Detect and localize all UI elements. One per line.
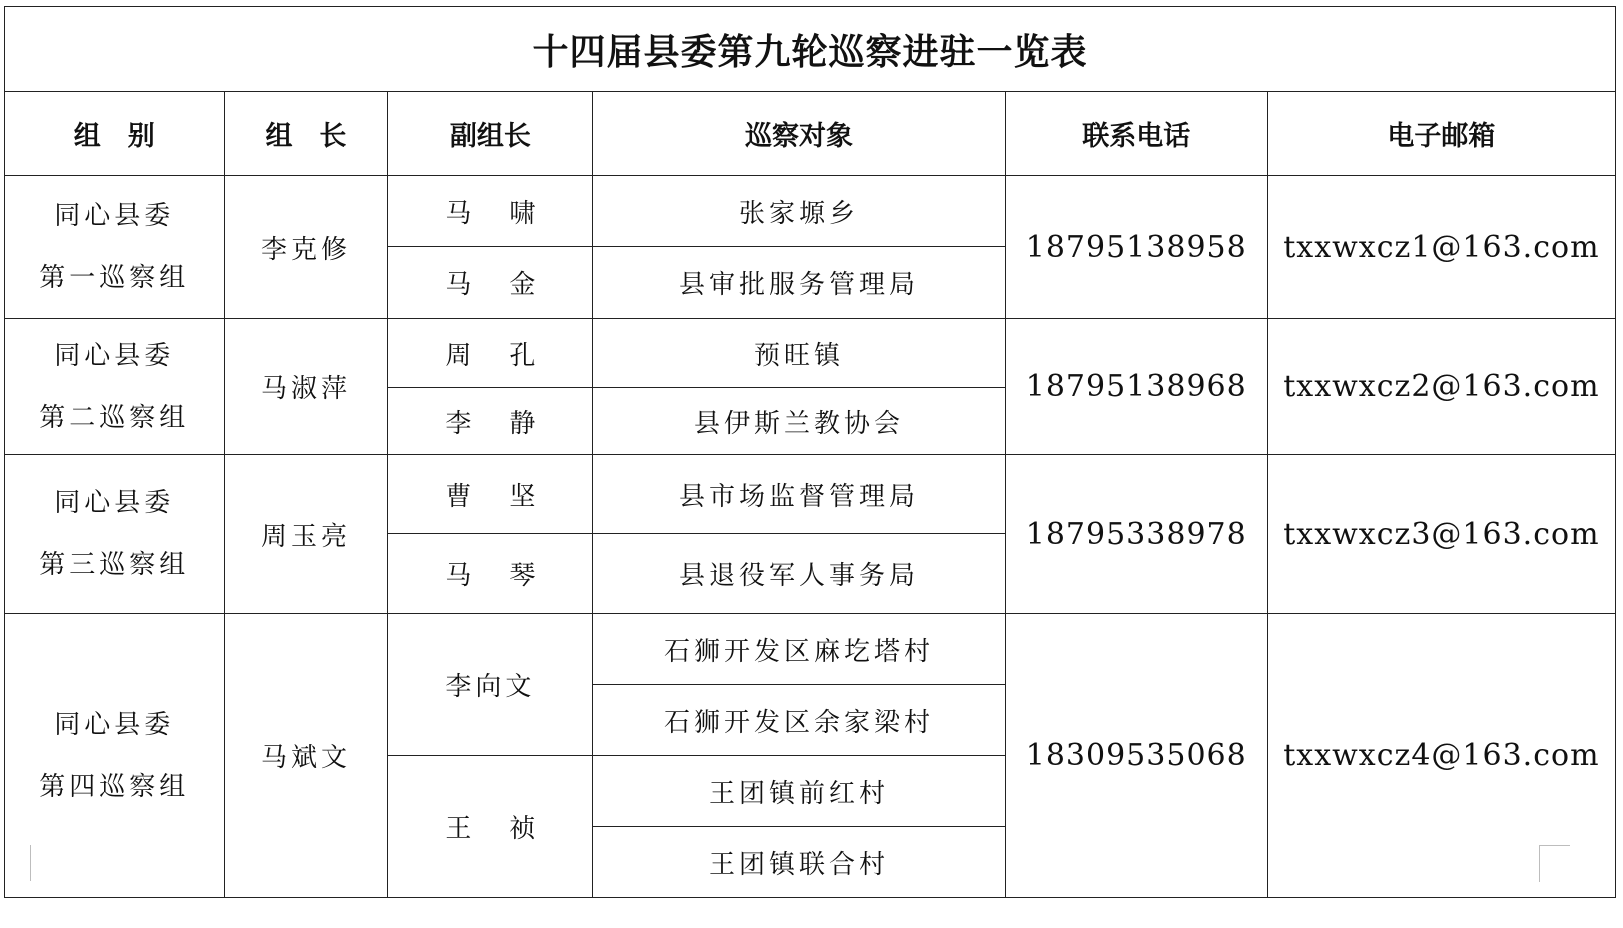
deputy-cell: 马金 xyxy=(388,247,593,319)
deputy-cell: 李静 xyxy=(388,388,593,455)
header-leader: 组 长 xyxy=(224,92,388,176)
email-cell: txxwxcz2@163.com xyxy=(1267,319,1615,455)
target-cell: 县退役军人事务局 xyxy=(593,534,1005,614)
group-name-cell xyxy=(5,176,225,319)
target-cell: 预旺镇 xyxy=(593,319,1005,388)
table-row xyxy=(5,319,1616,388)
deputy-cell: 周孔 xyxy=(388,319,593,388)
roster-sheet xyxy=(4,6,1616,898)
target-cell: 石狮开发区余家梁村 xyxy=(593,685,1005,756)
group-name-line1: 同心县委 xyxy=(54,340,175,371)
target-cell: 王团镇前红村 xyxy=(593,756,1005,827)
page-corner-mark-left xyxy=(0,845,31,881)
phone-cell: 18795138968 xyxy=(1005,319,1267,455)
deputy-cell: 曹坚 xyxy=(388,455,593,534)
title-row xyxy=(5,7,1616,92)
header-phone: 联系电话 xyxy=(1005,92,1267,176)
target-cell: 县审批服务管理局 xyxy=(593,247,1005,319)
header-deputy: 副组长 xyxy=(388,92,593,176)
target-cell: 石狮开发区麻圪塔村 xyxy=(593,614,1005,685)
target-cell: 张家塬乡 xyxy=(593,176,1005,247)
group-name-cell xyxy=(5,319,225,455)
email-cell: txxwxcz3@163.com xyxy=(1267,455,1615,614)
group-name-line2: 第三巡察组 xyxy=(39,550,190,580)
page-corner-mark-right xyxy=(1539,845,1570,882)
group-name-line1: 同心县委 xyxy=(54,201,175,231)
leader-cell: 李克修 xyxy=(224,176,388,319)
table-row xyxy=(5,614,1616,685)
group-name-cell xyxy=(5,455,225,614)
table-row xyxy=(5,455,1616,534)
target-cell: 王团镇联合村 xyxy=(593,827,1005,898)
deputy-cell: 李向文 xyxy=(388,614,593,756)
phone-cell: 18795338978 xyxy=(1005,455,1267,614)
table-title: 十四届县委第九轮巡察进驻一览表 xyxy=(5,7,1616,92)
deputy-cell: 王祯 xyxy=(388,756,593,898)
email-cell: txxwxcz4@163.com xyxy=(1267,614,1615,898)
header-group: 组 别 xyxy=(5,92,225,176)
group-name-line2: 第四巡察组 xyxy=(39,771,190,802)
leader-cell: 马淑萍 xyxy=(224,319,388,455)
header-row xyxy=(5,92,1616,176)
header-target: 巡察对象 xyxy=(593,92,1005,176)
leader-cell: 马斌文 xyxy=(224,614,388,898)
table-row xyxy=(5,176,1616,247)
email-cell: txxwxcz1@163.com xyxy=(1267,176,1615,319)
leader-cell: 周玉亮 xyxy=(224,455,388,614)
target-cell: 县市场监督管理局 xyxy=(593,455,1005,534)
target-cell: 县伊斯兰教协会 xyxy=(593,388,1005,455)
phone-cell: 18795138958 xyxy=(1005,176,1267,319)
group-name-line1: 同心县委 xyxy=(54,488,175,518)
group-name-line1: 同心县委 xyxy=(54,709,175,740)
phone-cell: 18309535068 xyxy=(1005,614,1267,898)
header-email: 电子邮箱 xyxy=(1267,92,1615,176)
group-name-cell xyxy=(5,614,225,898)
deputy-cell: 马琴 xyxy=(388,534,593,614)
group-name-line2: 第一巡察组 xyxy=(39,263,190,293)
deputy-cell: 马啸 xyxy=(388,176,593,247)
inspection-roster-table xyxy=(4,6,1616,898)
group-name-line2: 第二巡察组 xyxy=(39,402,190,433)
